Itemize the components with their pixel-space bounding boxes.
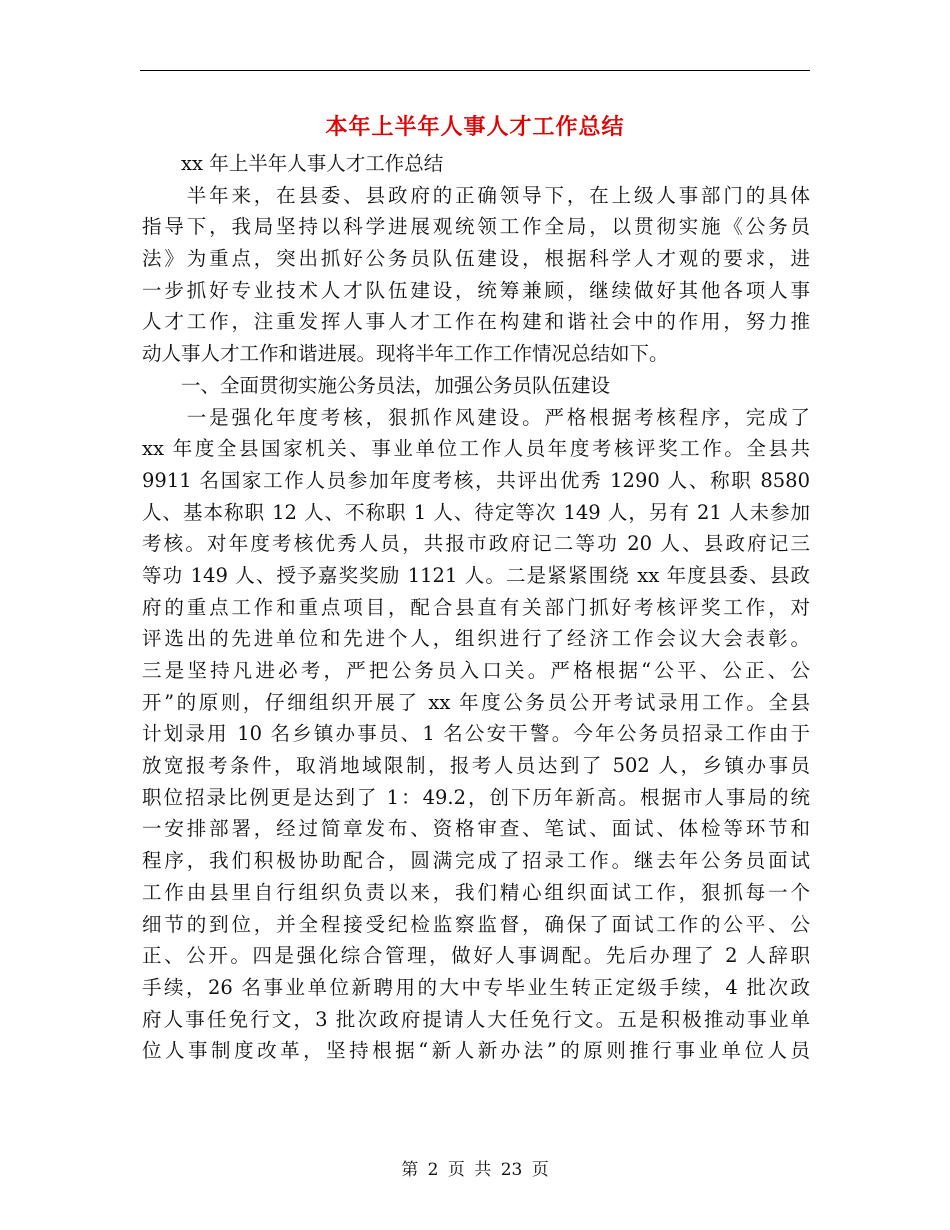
body-line: 三是坚持凡进必考，严把公务员入口关。严格根据“公平、公正、公 — [142, 659, 810, 682]
body-line: 位人事制度改革，坚持根据“新人新办法”的原则推行事业单位人员 — [142, 1039, 810, 1063]
body-line: 动人事人才工作和谐进展。现将半年工作工作情况总结如下。 — [142, 342, 669, 366]
body-line: 考核。对年度考核优秀人员，共报市政府记二等功 20 人、县政府记三 — [142, 532, 810, 556]
body-line: 府人事任免行文，3 批次政府提请人大任免行文。五是积极推动事业单 — [142, 1007, 810, 1031]
body-line: 评选出的先进单位和先进个人，组织进行了经济工作会议大会表彰。 — [142, 627, 810, 651]
body-line: 人才工作，注重发挥人事人才工作在构建和谐社会中的作用，努力推 — [142, 310, 810, 334]
body-line: xx 年度全县国家机关、事业单位工作人员年度考核评奖工作。全县共 — [142, 437, 810, 461]
body-line: 半年来，在县委、县政府的正确领导下，在上级人事部门的具体 — [142, 183, 810, 207]
body-line: xx 年上半年人事人才工作总结 — [142, 152, 444, 175]
body-line: 计划录用 10 名乡镇办事员、1 名公安干警。今年公务员招录工作由于 — [142, 722, 810, 746]
body-line: 一、全面贯彻实施公务员法，加强公务员队伍建设 — [142, 373, 611, 397]
document-title: 本年上半年人事人才工作总结 — [325, 114, 625, 140]
body-line: 人、基本称职 12 人、不称职 1 人、待定等次 149 人，另有 21 人未参加 — [142, 500, 810, 524]
body-line: 工作由县里自行组织负责以来，我们精心组织面试工作，狠抓每一个 — [142, 880, 810, 904]
body-line: 一是强化年度考核，狠抓作风建设。严格根据考核程序，完成了 — [142, 405, 810, 429]
body-line: 等功 149 人、授予嘉奖奖励 1121 人。二是紧紧围绕 xx 年度县委、县政 — [142, 563, 810, 587]
body-line: 职位招录比例更是达到了 1：49.2，创下历年新高。根据市人事局的统 — [142, 785, 810, 809]
header-rule — [140, 70, 810, 71]
body-line: 放宽报考条件，取消地域限制，报考人员达到了 502 人，乡镇办事员 — [142, 754, 810, 778]
body-line: 指导下，我局坚持以科学进展观统领工作全局，以贯彻实施《公务员 — [142, 215, 810, 239]
body-line: 9911 名国家工作人员参加年度考核，共评出优秀 1290 人、称职 8580 — [142, 468, 810, 492]
body-line: 一步抓好专业技术人才队伍建设，统筹兼顾，继续做好其他各项人事 — [142, 278, 810, 302]
body-line: 正、公开。四是强化综合管理，做好人事调配。先后办理了 2 人辞职 — [142, 944, 810, 968]
body-line: 程序，我们积极协助配合，圆满完成了招录工作。继去年公务员面试 — [142, 849, 810, 873]
body-line: 一安排部署，经过简章发布、资格审查、笔试、面试、体检等环节和 — [142, 817, 810, 841]
body-line: 手续，26 名事业单位新聘用的大中专毕业生转正定级手续，4 批次政 — [142, 975, 810, 999]
body-line: 府的重点工作和重点项目，配合县直有关部门抓好考核评奖工作，对 — [142, 595, 810, 619]
body-line: 开”的原则，仔细组织开展了 xx 年度公务员公开考试录用工作。全县 — [142, 690, 810, 714]
document-body — [142, 148, 810, 1067]
body-line: 法》为重点，突出抓好公务员队伍建设，根据科学人才观的要求，进 — [142, 247, 810, 271]
page-number-footer: 第 2 页 共 23 页 — [401, 1160, 549, 1180]
body-line: 细节的到位，并全程接受纪检监察监督，确保了面试工作的公平、公 — [142, 912, 810, 936]
